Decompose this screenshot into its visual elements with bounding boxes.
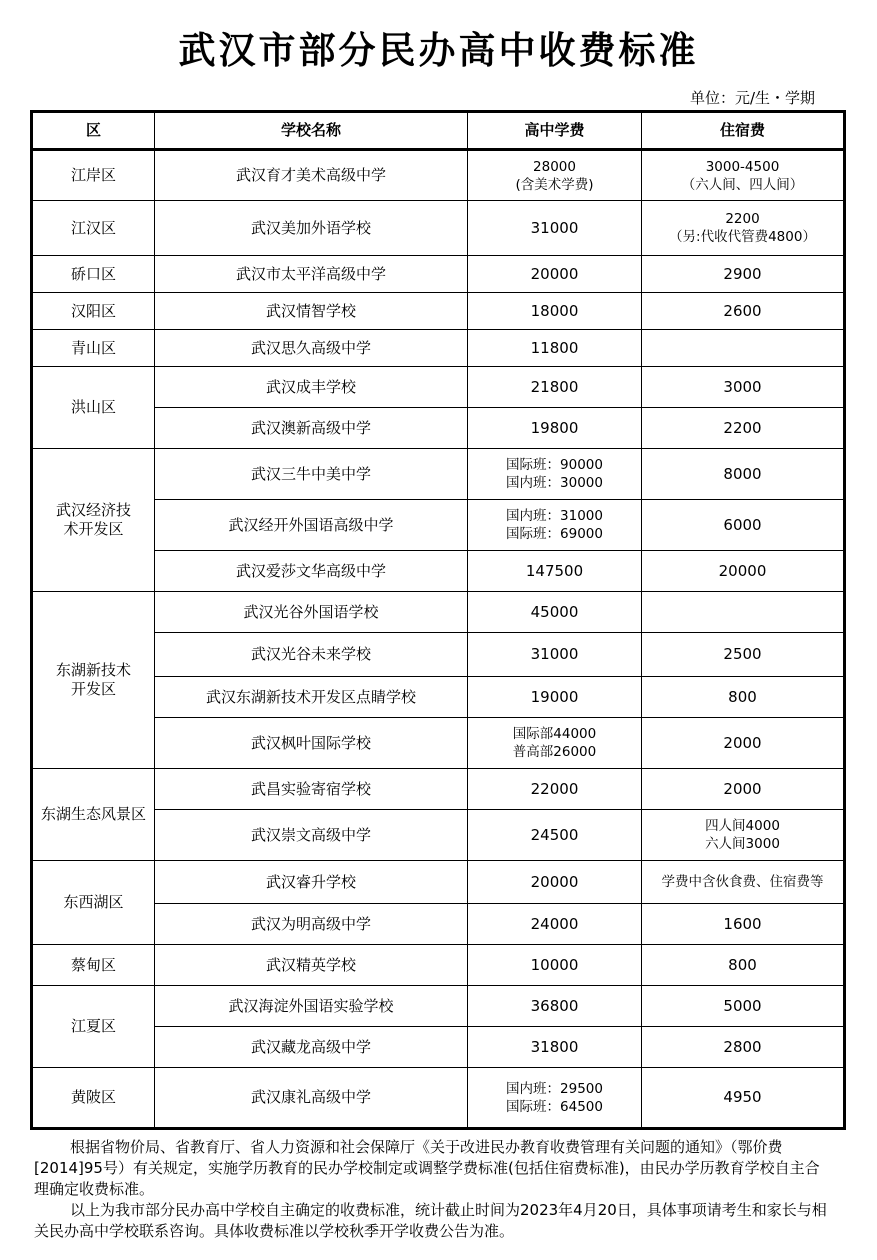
tuition-line: 20000 <box>530 872 579 891</box>
tuition-line: 31800 <box>530 1037 579 1056</box>
tuition-cell <box>468 408 642 449</box>
tuition-cell <box>468 1027 642 1068</box>
school-name-cell: 武汉育才美术高级中学 <box>155 150 468 201</box>
boarding-cell <box>642 201 845 256</box>
table-row <box>32 769 845 810</box>
school-name-cell: 武汉澳新高级中学 <box>155 408 468 449</box>
school-name-cell: 武汉枫叶国际学校 <box>155 718 468 769</box>
tuition-cell <box>468 293 642 330</box>
table-row <box>32 945 845 986</box>
tuition-line: 18000 <box>530 301 579 320</box>
boarding-line: （六人间、四人间） <box>681 176 804 193</box>
unit-label: 单位：元/生・学期 <box>689 89 815 107</box>
boarding-line: 2500 <box>723 645 762 663</box>
tuition-cell <box>468 718 642 769</box>
district-cell: 东湖生态风景区 <box>32 769 155 861</box>
district-cell: 蔡甸区 <box>32 945 155 986</box>
boarding-cell <box>642 677 845 718</box>
boarding-cell <box>642 945 845 986</box>
boarding-line: 8000 <box>723 464 762 483</box>
tuition-cell <box>468 1068 642 1129</box>
school-name-cell: 武汉三牛中美中学 <box>155 449 468 500</box>
boarding-cell <box>642 1068 845 1129</box>
tuition-line: 24500 <box>530 825 579 844</box>
tuition-line: 19000 <box>530 687 579 706</box>
boarding-cell <box>642 769 845 810</box>
district-cell: 江汉区 <box>32 201 155 256</box>
boarding-line: 800 <box>728 955 757 974</box>
table-row <box>32 256 845 293</box>
boarding-line: 20000 <box>718 561 767 580</box>
boarding-line: 2900 <box>723 264 762 283</box>
tuition-cell <box>468 551 642 592</box>
table-row <box>32 1068 845 1129</box>
school-name-cell: 武汉康礼高级中学 <box>155 1068 468 1129</box>
boarding-line: 2800 <box>723 1037 762 1056</box>
tuition-line: 24000 <box>530 914 579 933</box>
tuition-line: 20000 <box>530 264 579 283</box>
boarding-line: 2000 <box>723 733 762 752</box>
tuition-cell <box>468 256 642 293</box>
table-row <box>32 150 845 201</box>
district-cell: 江岸区 <box>32 150 155 201</box>
boarding-cell <box>642 986 845 1027</box>
tuition-cell <box>468 986 642 1027</box>
boarding-cell <box>642 150 845 201</box>
tuition-cell <box>468 449 642 500</box>
school-name-cell: 武汉为明高级中学 <box>155 904 468 945</box>
tuition-line: 国内班：31000 <box>506 508 603 524</box>
boarding-line: 2200 <box>723 418 762 437</box>
tuition-line: 国际班：69000 <box>506 526 603 542</box>
tuition-line: 31000 <box>530 218 579 237</box>
school-name-cell: 武汉睿升学校 <box>155 861 468 904</box>
boarding-line: 2000 <box>723 779 762 798</box>
tuition-cell <box>468 810 642 861</box>
tuition-line: (含美术学费) <box>515 176 594 193</box>
district-cell: 汉阳区 <box>32 293 155 330</box>
tuition-cell <box>468 592 642 633</box>
header-school: 学校名称 <box>155 112 468 150</box>
school-name-cell: 武汉情智学校 <box>155 293 468 330</box>
boarding-line: 6000 <box>723 515 762 534</box>
table-row <box>32 986 845 1027</box>
tuition-line: 31000 <box>530 645 579 663</box>
table-row <box>32 861 845 904</box>
tuition-line: 147500 <box>525 561 584 580</box>
tuition-line: 10000 <box>530 955 579 974</box>
tuition-cell <box>468 861 642 904</box>
boarding-cell <box>642 810 845 861</box>
tuition-line: 国内班：29500 <box>506 1080 603 1097</box>
district-cell: 东西湖区 <box>32 861 155 945</box>
district-cell: 江夏区 <box>32 986 155 1068</box>
tuition-cell <box>468 633 642 677</box>
school-name-cell: 武汉海淀外国语实验学校 <box>155 986 468 1027</box>
school-name-cell: 武昌实验寄宿学校 <box>155 769 468 810</box>
boarding-line: （另:代收代管费4800） <box>669 229 816 245</box>
school-name-cell: 武汉经开外国语高级中学 <box>155 500 468 551</box>
school-name-cell: 武汉精英学校 <box>155 945 468 986</box>
boarding-cell <box>642 408 845 449</box>
boarding-cell <box>642 367 845 408</box>
boarding-cell <box>642 330 845 367</box>
fee-table <box>30 110 846 1130</box>
school-name-cell: 武汉藏龙高级中学 <box>155 1027 468 1068</box>
boarding-cell <box>642 633 845 677</box>
tuition-line: 国际班：90000 <box>506 457 603 473</box>
district-cell: 硚口区 <box>32 256 155 293</box>
table-row <box>32 201 845 256</box>
school-name-cell: 武汉光谷未来学校 <box>155 633 468 677</box>
tuition-cell <box>468 150 642 201</box>
tuition-line: 36800 <box>530 996 579 1015</box>
table-body <box>32 150 845 1129</box>
tuition-cell <box>468 904 642 945</box>
boarding-cell <box>642 1027 845 1068</box>
boarding-line: 2600 <box>723 301 762 320</box>
boarding-cell <box>642 904 845 945</box>
tuition-line: 国际部44000 <box>512 726 597 742</box>
footnote-paragraph-1: 根据省物价局、省教育厅、省人力资源和社会保障厅《关于改进民办教育收费管理有关问题的通知》（鄂价费[2014]95号）有关规定，实施学历教育的民办学校制定或调整学费标准(包括住宿费标准)，由民办学历教育学校自主合理确定收费标准。 <box>34 1138 820 1198</box>
table-row <box>32 330 845 367</box>
boarding-cell <box>642 500 845 551</box>
school-name-cell: 武汉市太平洋高级中学 <box>155 256 468 293</box>
header-boarding: 住宿费 <box>642 112 845 150</box>
school-name-cell: 武汉东湖新技术开发区点睛学校 <box>155 677 468 718</box>
table-row <box>32 367 845 408</box>
boarding-cell <box>642 256 845 293</box>
tuition-line: 45000 <box>530 602 579 621</box>
district-cell: 洪山区 <box>32 367 155 449</box>
header-district: 区 <box>32 112 155 150</box>
boarding-cell <box>642 718 845 769</box>
boarding-line: 5000 <box>723 996 762 1015</box>
table-row <box>32 293 845 330</box>
boarding-cell <box>642 449 845 500</box>
school-name-cell: 武汉思久高级中学 <box>155 330 468 367</box>
tuition-line: 普高部26000 <box>512 744 597 760</box>
boarding-cell <box>642 293 845 330</box>
tuition-cell <box>468 769 642 810</box>
school-name-cell: 武汉崇文高级中学 <box>155 810 468 861</box>
boarding-cell <box>642 592 845 633</box>
table-row <box>32 449 845 500</box>
boarding-line: 1600 <box>723 914 762 933</box>
tuition-cell <box>468 500 642 551</box>
tuition-line: 21800 <box>530 377 579 396</box>
table-row <box>32 592 845 633</box>
table-header-row <box>32 112 845 150</box>
boarding-line: 学费中含伙食费、住宿费等 <box>661 874 824 890</box>
header-tuition: 高中学费 <box>468 112 642 150</box>
boarding-line: 2200 <box>725 211 760 227</box>
school-name-cell: 武汉美加外语学校 <box>155 201 468 256</box>
school-name-cell: 武汉成丰学校 <box>155 367 468 408</box>
boarding-cell <box>642 861 845 904</box>
boarding-cell <box>642 551 845 592</box>
footnote <box>34 1137 834 1242</box>
tuition-line: 19800 <box>530 418 579 437</box>
tuition-line: 28000 <box>533 158 576 175</box>
tuition-line: 国内班：30000 <box>506 475 603 491</box>
boarding-line: 4950 <box>723 1088 762 1106</box>
tuition-cell <box>468 367 642 408</box>
tuition-cell <box>468 945 642 986</box>
tuition-cell <box>468 677 642 718</box>
footnote-paragraph-2: 以上为我市部分民办高中学校自主确定的收费标准，统计截止时间为2023年4月20日，具体事项请考生和家长与相关民办高中学校联系咨询。具体收费标准以学校秋季开学收费公告为准。 <box>34 1201 827 1240</box>
district-cell: 黄陂区 <box>32 1068 155 1129</box>
boarding-line: 六人间3000 <box>705 836 780 852</box>
district-cell: 青山区 <box>32 330 155 367</box>
school-name-cell: 武汉光谷外国语学校 <box>155 592 468 633</box>
school-name-cell: 武汉爱莎文华高级中学 <box>155 551 468 592</box>
page-title: 武汉市部分民办高中收费标准 <box>178 29 699 72</box>
tuition-line: 11800 <box>530 338 579 357</box>
district-cell: 武汉经济技术开发区 <box>32 449 155 592</box>
tuition-line: 22000 <box>530 779 579 798</box>
boarding-line: 800 <box>728 687 757 706</box>
boarding-line: 四人间4000 <box>705 818 780 834</box>
district-cell: 东湖新技术开发区 <box>32 592 155 769</box>
boarding-line: 3000-4500 <box>705 158 780 175</box>
boarding-line: 3000 <box>723 377 762 396</box>
tuition-cell <box>468 201 642 256</box>
tuition-line: 国际班：64500 <box>506 1098 603 1115</box>
tuition-cell <box>468 330 642 367</box>
